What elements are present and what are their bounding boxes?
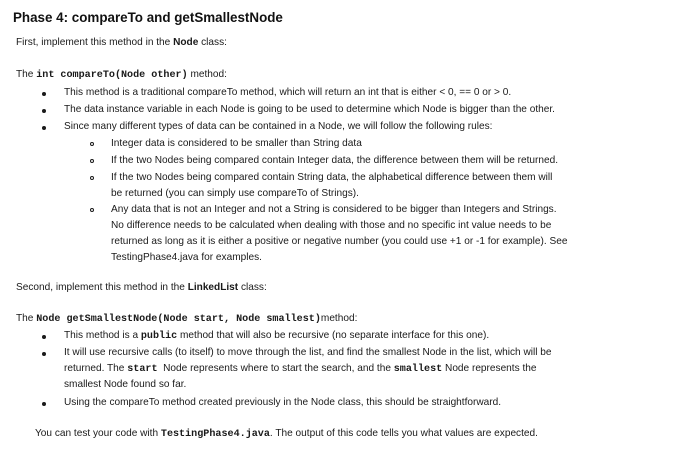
m2-b1-post: method that will also be recursive (no separate interface for this one). [177,330,490,341]
intro-text [16,36,227,50]
m1-bullet-1: This method is a traditional compareTo method, which will return an int that is either < 0, == 0 or > 0. [64,87,512,98]
method1-signature: int compareTo(Node other) [36,70,188,81]
rule-4-line-4: TestingPhase4.java for examples. [111,252,262,263]
rule-3-line-1: If the two Nodes being compared contain String data, the alphabetical difference between them will [111,172,553,183]
m2-b2-code-start: start [127,364,158,375]
m2-bullet-2-line-1: It will use recursive calls (to itself) to move through the list, and find the smallest Node in the list, which will be [64,347,552,358]
sub-bullet-circle [90,176,94,180]
method2-pre: The [16,313,37,324]
method2-heading [16,312,357,327]
m2-b2-mid: Node represents where to start the search, and the [157,363,394,374]
m2-b2-code-smallest: smallest [393,364,443,375]
m2-bullet-1 [64,329,489,344]
m2-b2-post: Node represents the [442,363,537,374]
method1-pre: The [16,69,37,80]
sub-bullet-circle [90,159,94,163]
m2-bullet-2-line-3: smallest Node found so far. [64,379,187,390]
method1-post: method: [187,69,227,80]
second-pre: Second, implement this method in the [16,282,188,293]
footer-code: TestingPhase4.java [160,429,270,440]
bullet-dot [42,352,46,356]
sub-bullet-circle [90,142,94,146]
method2-signature: Node getSmallestNode(Node start, Node smallest) [36,314,321,325]
intro-pre: First, implement this method in the [16,37,174,48]
bullet-dot [42,335,46,339]
sub-bullet-circle [90,208,94,212]
rule-1: Integer data is considered to be smaller than String data [111,138,362,149]
rule-4-line-1: Any data that is not an Integer and not a String is considered to be bigger than Integers and Strings. [111,204,557,215]
m2-b1-pre: This method is a [64,330,141,341]
method1-heading [16,68,227,83]
rule-2: If the two Nodes being compared contain Integer data, the difference between them will be returned. [111,155,559,166]
m1-bullet-2: The data instance variable in each Node is going to be used to determine which Node is bigger than the other. [64,104,555,115]
m1-bullet-3: Since many different types of data can be contained in a Node, we will follow the following rules: [64,121,493,132]
m2-b1-code: public [140,331,178,342]
footer-pre: You can test your code with [35,428,161,439]
method2-post: method: [320,313,358,324]
footer-note [35,427,538,442]
bullet-dot [42,126,46,130]
intro-post: class: [198,37,227,48]
page-title: Phase 4: compareTo and getSmallestNode [13,10,283,25]
bullet-dot [42,402,46,406]
rule-3-line-2: be returned (you can simply use compareTo of Strings). [111,188,359,199]
m2-b2-pre: returned. The [64,363,128,374]
intro-class: Node [173,37,199,48]
m2-bullet-3: Using the compareTo method created previously in the Node class, this should be straightforward. [64,397,502,408]
footer-post: . The output of this code tells you what values are expected. [269,428,538,439]
second-class: LinkedList [187,282,239,293]
second-intro-text [16,281,267,295]
second-post: class: [238,282,267,293]
bullet-dot [42,109,46,113]
m2-bullet-2-line-2 [64,362,536,377]
rule-4-line-3: returned as long as it is either a positive or negative number (you could use +1 or -1 for example). See [111,236,568,247]
rule-4-line-2: No difference needs to be calculated when dealing with those and no specific int value needs to be [111,220,552,231]
bullet-dot [42,92,46,96]
